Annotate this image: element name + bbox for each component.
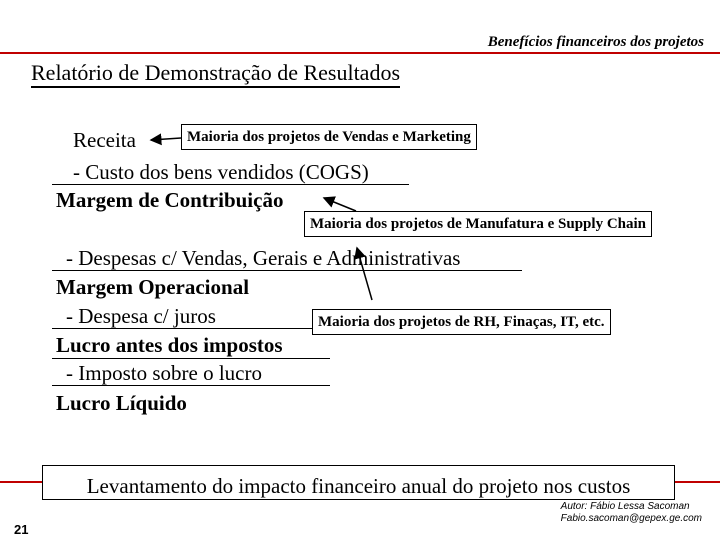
annotation-sales-marketing: Maioria dos projetos de Vendas e Marketing [181,124,477,150]
annotation-hr-finance-it: Maioria dos projetos de RH, Finaças, IT, etc. [312,309,611,335]
line-lucro-antes-impostos: Lucro antes dos impostos [56,333,283,357]
author-credit [561,501,702,525]
line-receita: Receita [73,128,136,152]
line-margem-operacional: Margem Operacional [56,275,250,299]
annotation-manufacturing-supply: Maioria dos projetos de Manufatura e Supply Chain [304,211,652,237]
line-lucro-liquido: Lucro Líquido [56,391,187,415]
arrow-to-margem-contribuicao [324,198,356,211]
line-imposto-lucro: - Imposto sobre o lucro [66,361,262,385]
footer-summary-box: Levantamento do impacto financeiro anual do projeto nos custos [42,465,675,500]
author-name: Autor: Fábio Lessa Sacoman [560,501,690,512]
line-cogs: - Custo dos bens vendidos (COGS) [73,160,369,184]
report-title: Relatório de Demonstração de Resultados [31,60,400,88]
page-number: 21 [14,522,29,537]
arrow-to-despesas-vga [357,248,372,300]
page-header-title: Benefícios financeiros dos projetos [487,34,704,50]
author-email: Fabio.sacoman@gepex.ge.com [560,513,702,524]
line-despesa-juros: - Despesa c/ juros [66,304,216,328]
arrow-to-receita [151,138,181,140]
line-margem-contribuicao: Margem de Contribuição [56,188,284,212]
line-despesas-vga: - Despesas c/ Vendas, Gerais e Administrativas [66,246,461,270]
